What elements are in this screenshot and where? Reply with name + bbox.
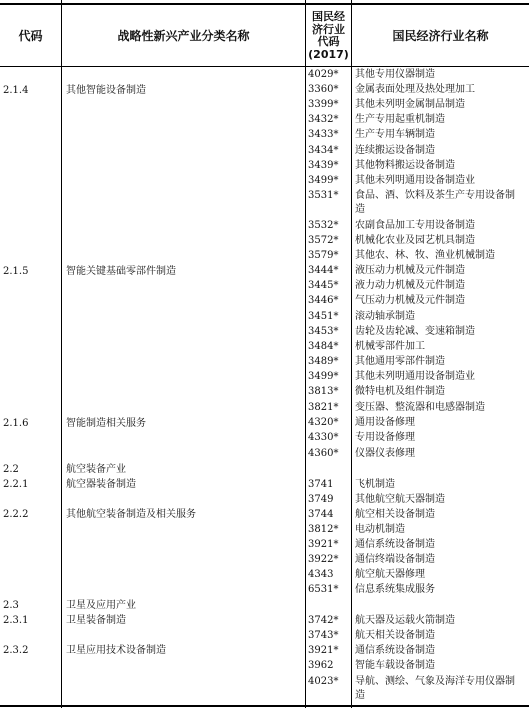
industry-code: 3921* — [308, 539, 339, 550]
column-divider-3 — [351, 0, 352, 708]
group-name: 智能关键基础零部件制造 — [66, 266, 176, 277]
industry-name: 生产专用起重机制造 — [355, 114, 445, 125]
industry-code: 3489* — [308, 356, 339, 367]
group-name: 航空器装备制造 — [66, 479, 136, 490]
industry-code: 3453* — [308, 326, 339, 337]
industry-code: 6531* — [308, 584, 339, 595]
industry-code: 3445* — [308, 280, 339, 291]
industry-name: 航空相关设备制造 — [355, 509, 435, 520]
column-divider-2 — [305, 0, 306, 708]
column-divider-1 — [61, 0, 62, 708]
header-category-name: 战略性新兴产业分类名称 — [117, 28, 250, 43]
group-name: 卫星装备制造 — [66, 615, 126, 626]
industry-code: 4330* — [308, 432, 339, 443]
group-name: 其他智能设备制造 — [66, 85, 146, 96]
industry-name: 专用设备修理 — [355, 432, 415, 443]
industry-code: 3743* — [308, 630, 339, 641]
industry-code: 3434* — [308, 145, 339, 156]
industry-code: 3962 — [308, 660, 334, 671]
industry-name: 液压动力机械及元件制造 — [355, 265, 465, 276]
industry-code: 3531* — [308, 190, 339, 201]
table-bottom-border — [0, 705, 529, 707]
industry-name: 通用设备修理 — [355, 417, 415, 428]
industry-name: 信息系统集成服务 — [355, 584, 435, 595]
group-code: 2.2.2 — [3, 509, 29, 520]
industry-code: 3432* — [308, 114, 339, 125]
industry-name: 通信系统设备制造 — [355, 645, 435, 656]
industry-code: 3579* — [308, 250, 339, 261]
industry-name: 其他通用零部件制造 — [355, 356, 445, 367]
industry-name: 电动机制造 — [355, 524, 405, 535]
group-name: 智能制造相关服务 — [66, 418, 146, 429]
group-code: 2.2 — [3, 464, 19, 475]
industry-code: 4023* — [308, 676, 339, 687]
industry-code: 3446* — [308, 295, 339, 306]
group-code: 2.3.2 — [3, 645, 29, 656]
industry-name: 微特电机及组件制造 — [355, 386, 445, 397]
industry-name: 其他未列明金属制品制造 — [355, 99, 465, 110]
industry-name: 变压器、整流器和电感器制造 — [355, 402, 485, 413]
industry-code: 3499* — [308, 371, 339, 382]
header-industry-code-line: 国民经 — [312, 10, 345, 23]
industry-code: 3484* — [308, 341, 339, 352]
table-top-border — [0, 3, 529, 5]
industry-code: 3444* — [308, 265, 339, 276]
header-industry-name: 国民经济行业名称 — [392, 28, 489, 43]
industry-code: 3399* — [308, 99, 339, 110]
industry-name: 其他物料搬运设备制造 — [355, 160, 455, 171]
industry-name: 通信终端设备制造 — [355, 554, 435, 565]
industry-name: 气压动力机械及元件制造 — [355, 295, 465, 306]
industry-code: 4320* — [308, 417, 339, 428]
industry-code: 4029* — [308, 69, 339, 80]
industry-code: 3451* — [308, 311, 339, 322]
industry-code: 3821* — [308, 402, 339, 413]
industry-name: 齿轮及齿轮减、变速箱制造 — [355, 326, 475, 337]
group-name: 卫星应用技术设备制造 — [66, 645, 166, 656]
industry-code: 3433* — [308, 129, 339, 140]
industry-name: 机械零部件加工 — [355, 341, 425, 352]
group-code: 2.1.4 — [3, 85, 29, 96]
industry-code: 3744 — [308, 509, 334, 520]
industry-code: 3741 — [308, 479, 334, 490]
industry-name: 其他航空航天器制造 — [355, 494, 445, 505]
industry-name: 智能车载设备制造 — [355, 660, 435, 671]
industry-name: 通信系统设备制造 — [355, 539, 435, 550]
industry-name: 滚动轴承制造 — [355, 311, 415, 322]
industry-name: 飞机制造 — [355, 479, 395, 490]
industry-code: 3922* — [308, 554, 339, 565]
industry-code: 3499* — [308, 175, 339, 186]
industry-name: 其他专用仪器制造 — [355, 69, 435, 80]
group-name: 航空装备产业 — [66, 464, 126, 475]
header-industry-code-line: 代码 — [317, 35, 340, 48]
industry-code: 3360* — [308, 84, 339, 95]
industry-code: 3921* — [308, 645, 339, 656]
industry-code: 4360* — [308, 448, 339, 459]
industry-name: 机械化农业及园艺机具制造 — [355, 235, 475, 246]
industry-name: 其他农、林、牧、渔业机械制造 — [355, 250, 495, 261]
header-code: 代码 — [18, 28, 43, 43]
industry-code: 3532* — [308, 220, 339, 231]
industry-code: 4343 — [308, 569, 334, 580]
industry-name: 其他未列明通用设备制造业 — [355, 175, 475, 186]
industry-name: 液力动力机械及元件制造 — [355, 280, 465, 291]
industry-name: 农副食品加工专用设备制造 — [355, 220, 475, 231]
group-code: 2.2.1 — [3, 479, 29, 490]
industry-code: 3812* — [308, 524, 339, 535]
header-bottom-border — [0, 66, 529, 67]
group-code: 2.3.1 — [3, 615, 29, 626]
industry-code: 3572* — [308, 235, 339, 246]
industry-name: 航空航天器修理 — [355, 569, 425, 580]
industry-name: 航天器及运载火箭制造 — [355, 615, 455, 626]
industry-name: 其他未列明通用设备制造业 — [355, 371, 475, 382]
industry-name: 食品、酒、饮料及茶生产专用设备制造 — [355, 190, 515, 215]
industry-name: 仪器仪表修理 — [355, 448, 415, 459]
industry-code: 3749 — [308, 494, 334, 505]
industry-name: 航天相关设备制造 — [355, 630, 435, 641]
industry-name: 生产专用车辆制造 — [355, 129, 435, 140]
industry-code: 3742* — [308, 615, 339, 626]
group-code: 2.1.5 — [3, 266, 29, 277]
header-industry-code-line: 济行业 — [312, 22, 345, 36]
industry-name: 导航、测绘、气象及海洋专用仪器制造 — [355, 676, 515, 701]
industry-name: 金属表面处理及热处理加工 — [355, 84, 475, 95]
industry-code: 3439* — [308, 160, 339, 171]
group-name: 其他航空装备制造及相关服务 — [66, 509, 196, 520]
industry-code: 3813* — [308, 386, 339, 397]
group-code: 2.1.6 — [3, 418, 29, 429]
header-industry-code — [306, 6, 351, 66]
header-industry-code-line: (2017) — [308, 47, 349, 61]
group-code: 2.3 — [3, 600, 19, 611]
group-name: 卫星及应用产业 — [66, 600, 136, 611]
industry-name: 连续搬运设备制造 — [355, 145, 435, 156]
